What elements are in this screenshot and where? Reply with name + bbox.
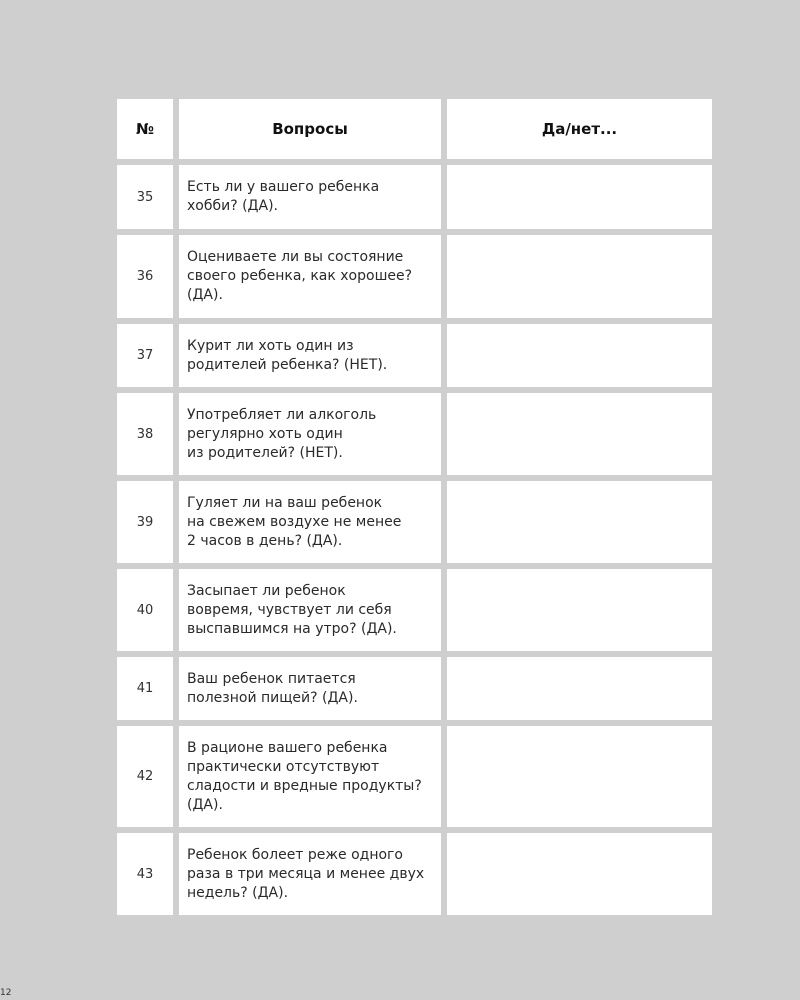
row-answer-field[interactable] [447, 481, 712, 563]
row-answer-field[interactable] [447, 393, 712, 475]
row-answer-field[interactable] [447, 833, 712, 915]
row-question: Ребенок болеет реже одного раза в три месяца и менее двух недель? (ДА). [179, 833, 441, 915]
row-answer-field[interactable] [447, 657, 712, 720]
row-number: 41 [117, 657, 173, 720]
row-question: В рационе вашего ребенка практически отсутствуют сладости и вредные продукты? (ДА). [179, 726, 441, 827]
row-number: 35 [117, 165, 173, 229]
page-number: 12 [0, 988, 12, 998]
row-question: Курит ли хоть один из родителей ребенка? (НЕТ). [179, 324, 441, 387]
row-question: Засыпает ли ребенок вовремя, чувствует ли себя выспавшимся на утро? (ДА). [179, 569, 441, 651]
row-question: Гуляет ли на ваш ребенок на свежем воздухе не менее 2 часов в день? (ДА). [179, 481, 441, 563]
row-question: Ваш ребенок питается полезной пищей? (ДА). [179, 657, 441, 720]
row-answer-field[interactable] [447, 324, 712, 387]
row-number: 43 [117, 833, 173, 915]
row-question: Употребляет ли алкоголь регулярно хоть один из родителей? (НЕТ). [179, 393, 441, 475]
header-answer: Да/нет... [447, 99, 712, 159]
header-question: Вопросы [179, 99, 441, 159]
row-answer-field[interactable] [447, 235, 712, 318]
row-number: 40 [117, 569, 173, 651]
row-question: Есть ли у вашего ребенка хобби? (ДА). [179, 165, 441, 229]
row-answer-field[interactable] [447, 165, 712, 229]
header-number: № [117, 99, 173, 159]
row-number: 37 [117, 324, 173, 387]
row-number: 39 [117, 481, 173, 563]
row-number: 36 [117, 235, 173, 318]
row-number: 38 [117, 393, 173, 475]
row-question: Оцениваете ли вы состояние своего ребенка, как хорошее? (ДА). [179, 235, 441, 318]
row-number: 42 [117, 726, 173, 827]
row-answer-field[interactable] [447, 726, 712, 827]
questionnaire-table [117, 99, 711, 915]
row-answer-field[interactable] [447, 569, 712, 651]
